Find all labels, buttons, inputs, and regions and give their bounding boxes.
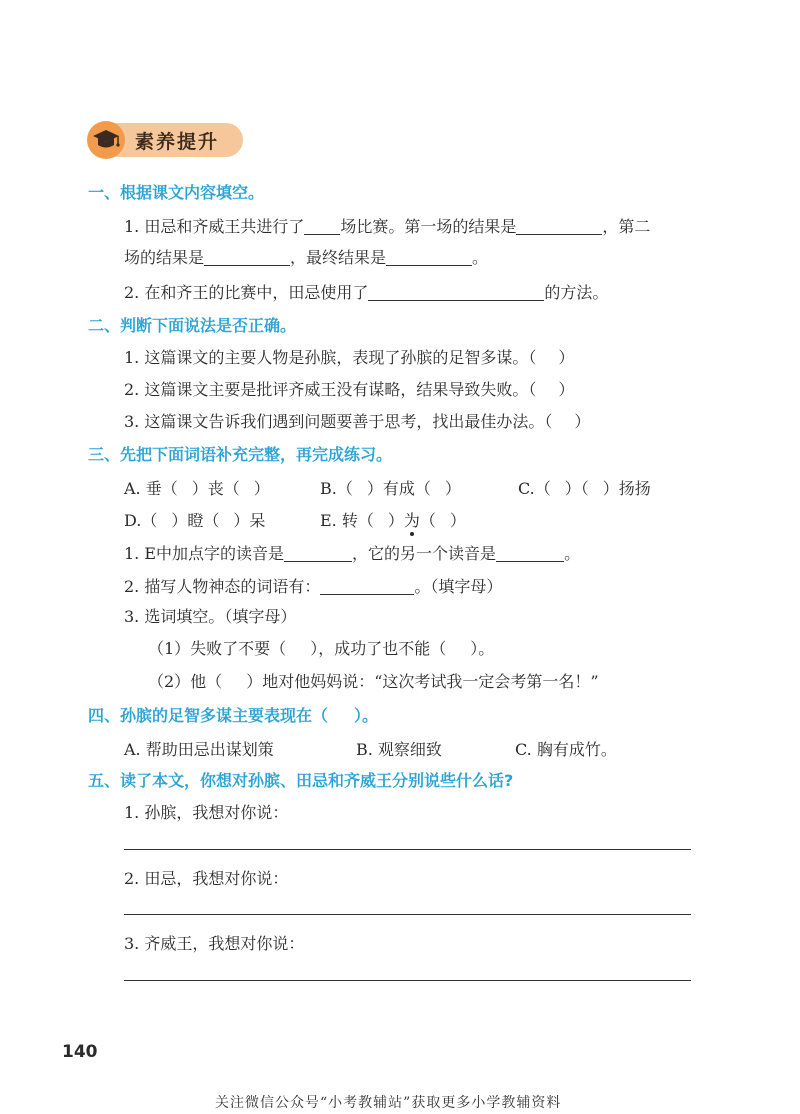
word-text: ） [387, 511, 404, 530]
q-text: 2. 在和齐王的比赛中，田忌使用了 [124, 283, 369, 302]
q-text: ，最终结果是 [290, 248, 387, 267]
section-4-heading [88, 703, 378, 726]
section-3-question-2 [124, 574, 502, 597]
word-text: （ [419, 511, 436, 530]
word-text: A. 垂（ [124, 479, 178, 498]
word-text: ）扬扬 [602, 479, 651, 498]
word-text: ）丧（ [191, 479, 240, 498]
q-text: 。 [564, 544, 581, 563]
section-5-prompt-1: 1. 孙膑，我想对你说： [124, 803, 289, 822]
word-text: ） [253, 479, 270, 498]
word-a [124, 476, 270, 499]
word-text: ）瞪（ [171, 511, 220, 530]
paren-open: （ [528, 380, 537, 399]
answer-blank[interactable] [386, 249, 472, 266]
q-text: ，第二 [602, 217, 651, 236]
paren-close: ） [558, 348, 575, 367]
section-1-question-2 [124, 280, 608, 303]
dotted-character: 为 [403, 511, 420, 530]
judge-text: 3. 这篇课文告诉我们遇到问题要善于思考，找出最佳办法。 [124, 412, 545, 431]
footer-note: 关注微信公众号“小考教辅站”获取更多小学教辅资料 [215, 1095, 562, 1111]
section-1-question-1-line-1 [124, 214, 650, 237]
section-3-question-3: 3. 选词填空。（填字母） [124, 607, 297, 626]
q-text: 场的结果是 [124, 248, 205, 267]
q-text: 场比赛。第一场的结果是 [340, 217, 517, 236]
q-text: ），成功了也不能（ [310, 639, 447, 658]
q-text: （1）失败了不要（ [148, 639, 287, 658]
section-1-heading: 一、根据课文内容填空。 [88, 183, 265, 202]
answer-blank[interactable] [204, 249, 290, 266]
word-text: ）有成（ [366, 479, 431, 498]
answer-blank[interactable] [320, 578, 414, 595]
judge-text: 2. 这篇课文主要是批评齐威王没有谋略，结果导致失败。 [124, 380, 529, 399]
answer-blank[interactable] [496, 545, 564, 562]
paren-open: （ [544, 412, 553, 431]
graduation-cap-icon [87, 121, 125, 159]
answer-blank[interactable] [284, 545, 352, 562]
section-1-question-1-line-2 [124, 245, 488, 268]
answer-line[interactable] [124, 914, 691, 915]
section-5-heading: 五、读了本文，你想对孙膑、田忌和齐威王分别说些什么话? [88, 771, 514, 790]
section-3-question-1 [124, 541, 580, 564]
word-text: ）（ [564, 479, 589, 498]
word-b [320, 476, 461, 499]
answer-blank[interactable] [368, 284, 544, 301]
option-a[interactable]: A. 帮助田忌出谋划策 [124, 740, 274, 759]
section-5-prompt-2: 2. 田忌，我想对你说： [124, 869, 289, 888]
section-3-heading: 三、先把下面词语补充完整，再完成练习。 [88, 445, 393, 464]
section-5-prompt-3: 3. 齐威王，我想对你说： [124, 934, 305, 953]
q-text: 。（填字母） [414, 577, 503, 596]
banner-title: 素养提升 [135, 131, 220, 153]
q-text: 的方法。 [544, 283, 609, 302]
word-text: E. 转（ [320, 511, 374, 530]
page-number: 140 [62, 1042, 98, 1062]
q-text: ）。 [470, 639, 495, 658]
word-text: C.（ [518, 479, 551, 498]
section-3-question-3-part-1 [148, 636, 494, 659]
word-d [124, 508, 265, 531]
section-2-heading: 二、判断下面说法是否正确。 [88, 316, 297, 335]
section-banner [87, 121, 243, 159]
q-text: 1. 田忌和齐威王共进行了 [124, 217, 305, 236]
word-text: ） [449, 511, 466, 530]
answer-blank[interactable] [304, 218, 340, 235]
answer-blank[interactable] [516, 218, 602, 235]
word-text: D.（ [124, 511, 158, 530]
paren-open: （ [528, 348, 537, 367]
option-c[interactable]: C. 胸有成竹。 [515, 740, 617, 759]
word-text: ） [444, 479, 461, 498]
q-text: ）地对他妈妈说：“这次考试我一定会考第一名！” [246, 672, 599, 691]
heading-text: 四、孙膑的足智多谋主要表现在（ [88, 706, 329, 725]
option-b[interactable]: B. 观察细致 [356, 740, 442, 759]
paren-close: ） [574, 412, 591, 431]
banner-badge [87, 121, 125, 159]
answer-line[interactable] [124, 849, 691, 850]
judge-text: 1. 这篇课文的主要人物是孙膑，表现了孙膑的足智多谋。 [124, 348, 529, 367]
q-text: （2）他（ [148, 672, 223, 691]
judge-item [124, 377, 574, 400]
paren-close: ） [558, 380, 575, 399]
q-text: ，它的另一个读音是 [352, 544, 497, 563]
answer-line[interactable] [124, 980, 691, 981]
q-text: 。 [472, 248, 489, 267]
judge-item [124, 409, 590, 432]
section-3-question-3-part-2 [148, 669, 599, 692]
word-text: ）呆 [233, 511, 266, 530]
word-e [320, 508, 466, 531]
q-text: 1. E中加点字的读音是 [124, 544, 285, 563]
word-c [518, 476, 651, 499]
word-text: B.（ [320, 479, 353, 498]
heading-text: ）。 [354, 706, 379, 725]
judge-item [124, 345, 574, 368]
q-text: 2. 描写人物神态的词语有： [124, 577, 321, 596]
